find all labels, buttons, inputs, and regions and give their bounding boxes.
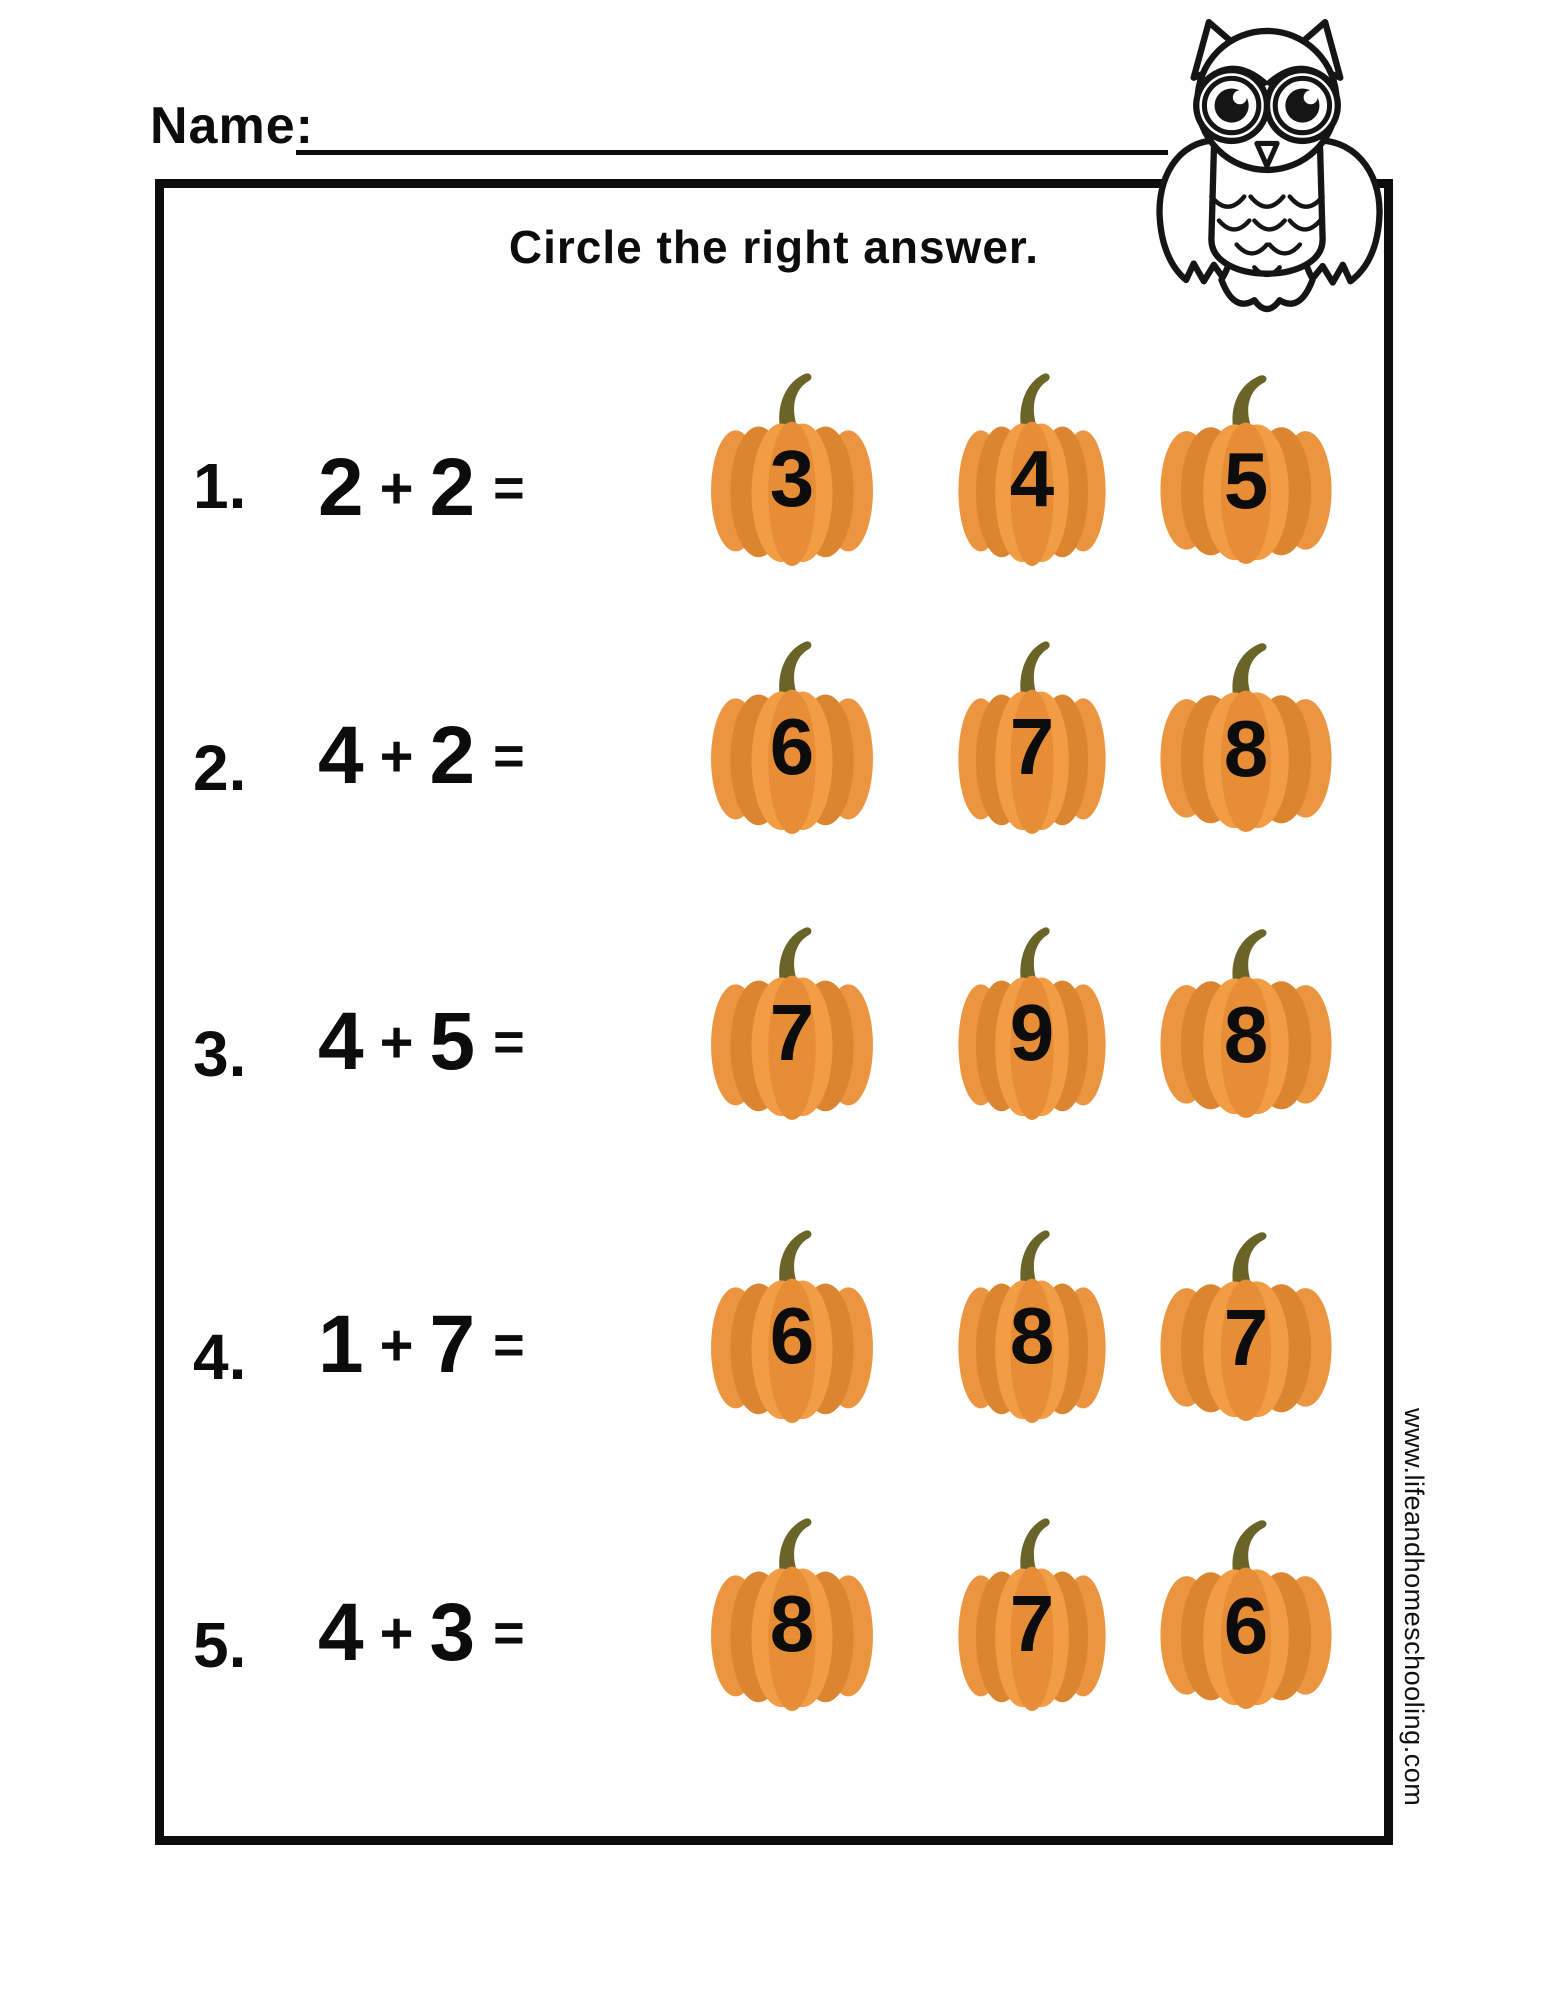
operand-b: 2 [429,442,476,533]
equals-sign: = [493,458,525,518]
operand-a: 2 [318,442,364,533]
answer-pumpkin[interactable] [1153,1225,1339,1421]
answer-number: 3 [769,434,815,523]
answer-number: 7 [1223,1293,1269,1382]
answer-pumpkin[interactable] [1153,922,1339,1118]
problem-number: 2. [193,732,247,804]
plus-sign: + [379,1600,414,1666]
operand-a: 4 [318,710,364,801]
plus-sign: + [379,455,414,521]
problem-number: 1. [193,450,247,522]
equation [318,1578,525,1688]
answer-number: 8 [1223,704,1269,793]
equation [318,987,525,1097]
answer-number: 6 [1223,1581,1269,1670]
operand-a: 1 [318,1299,364,1390]
watermark: www.lifeandhomeschooling.com [1399,1408,1429,1807]
operand-b: 5 [429,996,476,1087]
answer-pumpkin[interactable] [704,1223,880,1423]
operand-b: 2 [429,710,476,801]
operand-a: 4 [318,996,364,1087]
plus-sign: + [379,1009,414,1075]
answer-pumpkin[interactable] [952,1511,1112,1711]
answer-pumpkin[interactable] [1153,368,1339,564]
owl-icon [1138,12,1396,328]
problem-number: 5. [193,1609,247,1681]
worksheet-title: Circle the right answer. [508,221,1040,273]
answer-number: 4 [1009,434,1055,523]
operand-b: 3 [429,1587,476,1678]
answer-number: 8 [1009,1291,1055,1380]
answer-pumpkin[interactable] [704,366,880,566]
equals-sign: = [493,726,525,786]
answer-pumpkin[interactable] [952,634,1112,834]
answer-number: 6 [769,702,815,791]
answer-pumpkin[interactable] [952,920,1112,1120]
equation [318,433,525,543]
answer-pumpkin[interactable] [704,920,880,1120]
answer-pumpkin[interactable] [952,1223,1112,1423]
answer-pumpkin[interactable] [952,366,1112,566]
answer-number: 9 [1009,988,1055,1077]
operand-b: 7 [429,1299,476,1390]
answer-pumpkin[interactable] [1153,636,1339,832]
problem-number: 4. [193,1321,247,1393]
equals-sign: = [493,1603,525,1663]
name-blank-line[interactable] [296,100,1168,155]
equation [318,1290,525,1400]
equals-sign: = [493,1012,525,1072]
answer-number: 7 [1009,702,1055,791]
plus-sign: + [379,1312,414,1378]
plus-sign: + [379,723,414,789]
answer-number: 7 [769,988,815,1077]
equation [318,701,525,811]
problem-number: 3. [193,1018,247,1090]
answer-pumpkin[interactable] [1153,1513,1339,1709]
name-label: Name: [150,97,314,155]
operand-a: 4 [318,1587,364,1678]
answer-pumpkin[interactable] [704,1511,880,1711]
answer-number: 5 [1223,436,1269,525]
answer-number: 8 [769,1579,815,1668]
answer-number: 7 [1009,1579,1055,1668]
answer-number: 6 [769,1291,815,1380]
equals-sign: = [493,1315,525,1375]
answer-number: 8 [1223,990,1269,1079]
answer-pumpkin[interactable] [704,634,880,834]
